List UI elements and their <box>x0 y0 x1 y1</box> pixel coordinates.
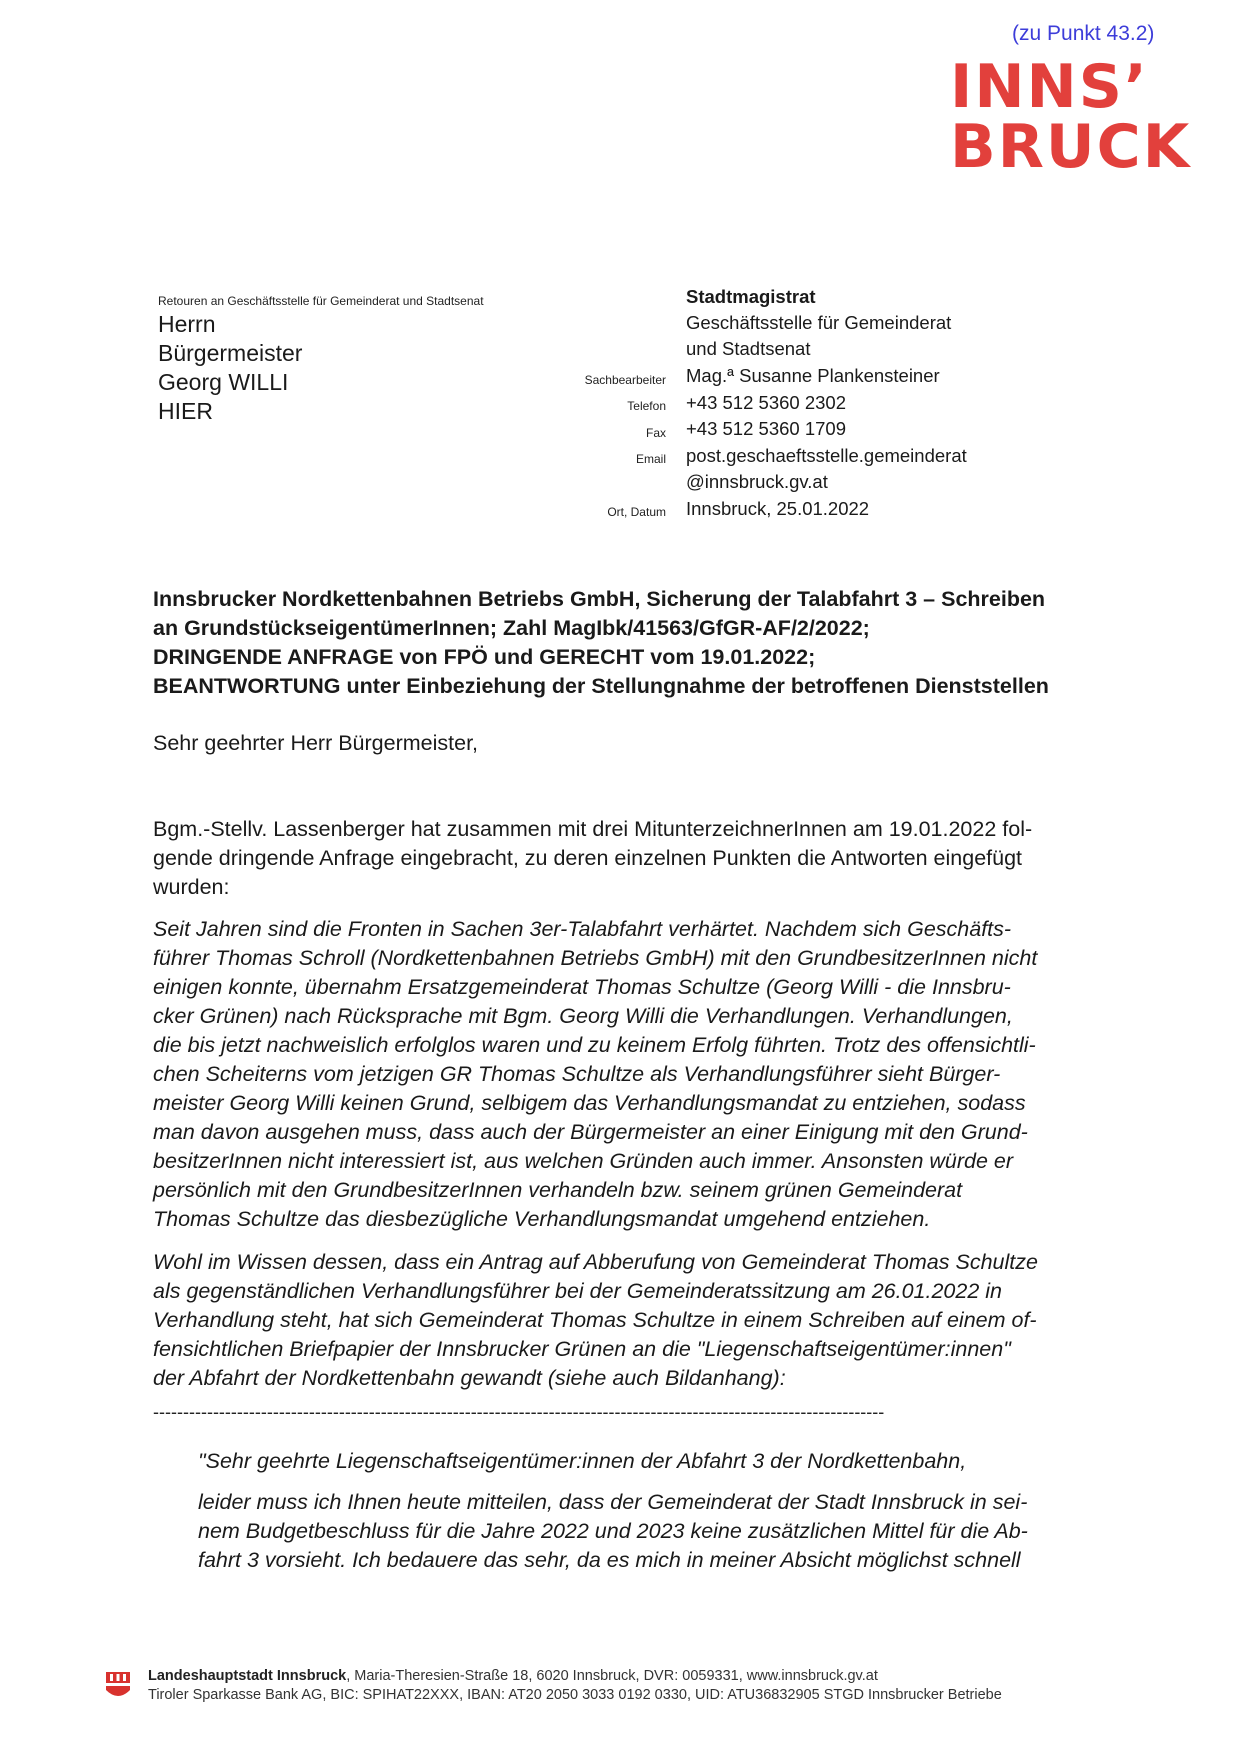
logo-line-1: INNS’ <box>950 52 1149 122</box>
footer-address-rest: , Maria-Theresien-Straße 18, 6020 Innsbruck, DVR: 0059331, www.innsbruck.gv.at <box>346 1668 878 1684</box>
return-address: Retouren an Geschäftsstelle für Gemeinderat und Stadtsenat <box>158 294 484 308</box>
text-line: besitzerInnen nicht interessiert ist, aus welchen Gründen auch immer. Ansonsten würde er <box>153 1149 1014 1173</box>
text-line: Thomas Schultze das diesbezügliche Verhandlungsmandat umgehend entziehen. <box>153 1207 931 1231</box>
email-value-line2: @innsbruck.gv.at <box>686 471 828 492</box>
text-line: meister Georg Willi keinen Grund, selbigem das Verhandlungsmandat zu entziehen, sodass <box>153 1091 1026 1115</box>
subject-line: an GrundstückseigentümerInnen; Zahl MagIbk/41563/GfGR-AF/2/2022; <box>153 616 870 640</box>
recipient-line: Georg WILLI <box>158 369 289 395</box>
text-line: cker Grünen) nach Rücksprache mit Bgm. Georg Willi die Verhandlungen. Verhandlungen, <box>153 1004 1013 1028</box>
text-line: nem Budgetbeschluss für die Jahre 2022 und 2023 keine zusätzlichen Mittel für die Ab- <box>198 1519 1028 1543</box>
text-line: persönlich mit den GrundbesitzerInnen verhandeln bzw. seinem grünen Gemeinderat <box>153 1178 963 1202</box>
email-value-line1: post.geschaeftsstelle.gemeinderat <box>686 445 967 466</box>
sender-dept-line1: Geschäftsstelle für Gemeinderat <box>686 312 952 333</box>
sachbearbeiter-label: Sachbearbeiter <box>584 373 666 387</box>
text-line: chen Scheiterns vom jetzigen GR Thomas Schultze als Verhandlungsführer sieht Bürger- <box>153 1062 1001 1086</box>
subject-line: BEANTWORTUNG unter Einbeziehung der Stellungnahme der betroffenen Dienststellen <box>153 674 1049 698</box>
footer-address <box>148 1668 878 1684</box>
subject-block <box>153 585 1113 701</box>
text-line: Bgm.-Stellv. Lassenberger hat zusammen mit drei MitunterzeichnerInnen am 19.01.2022 fol- <box>153 817 1033 841</box>
sender-office: Stadtmagistrat <box>686 286 816 307</box>
sender-dept-line2: und Stadtsenat <box>686 338 811 359</box>
fax-value: +43 512 5360 1709 <box>686 418 846 439</box>
text-line: man davon ausgehen muss, dass auch der Bürgermeister an einer Einigung mit den Grund- <box>153 1120 1028 1144</box>
sachbearbeiter-value: Mag.ª Susanne Plankensteiner <box>686 365 940 386</box>
ort-datum-label: Ort, Datum <box>607 505 666 519</box>
agenda-point-label: (zu Punkt 43.2) <box>1012 22 1155 45</box>
subject-line: DRINGENDE ANFRAGE von FPÖ und GERECHT vom 19.01.2022; <box>153 645 816 669</box>
quote-salutation: "Sehr geehrte Liegenschaftseigentümer:innen der Abfahrt 3 der Nordkettenbahn, <box>198 1449 967 1473</box>
text-line: leider muss ich Ihnen heute mitteilen, dass der Gemeinderat der Stadt Innsbruck in sei- <box>198 1490 1028 1514</box>
subject-line: Innsbrucker Nordkettenbahnen Betriebs GmbH, Sicherung der Talabfahrt 3 – Schreiben <box>153 587 1046 611</box>
text-line: der Abfahrt der Nordkettenbahn gewandt (siehe auch Bildanhang): <box>153 1366 786 1390</box>
telefon-value: +43 512 5360 2302 <box>686 392 846 413</box>
telefon-label: Telefon <box>627 399 666 413</box>
text-line: führer Thomas Schroll (Nordkettenbahnen Betriebs GmbH) mit den GrundbesitzerInnen nicht <box>153 946 1038 970</box>
text-line: als gegenständlichen Verhandlungsführer bei der Gemeinderatssitzung am 26.01.2022 in <box>153 1279 1003 1303</box>
intro-paragraph <box>153 815 1133 902</box>
dashed-separator: -------------------------------------------------------------------------------------------------------------------------- <box>153 1402 885 1422</box>
innsbruck-logo <box>950 52 1192 182</box>
text-line: Verhandlung steht, hat sich Gemeinderat Thomas Schultze in einem Schreiben auf einem of- <box>153 1308 1037 1332</box>
salutation: Sehr geehrter Herr Bürgermeister, <box>153 731 479 755</box>
text-line: die bis jetzt nachweislich erfolglos waren und zu keinem Erfolg führten. Trotz des offensichtli- <box>153 1033 1036 1057</box>
recipient-line: HIER <box>158 398 213 424</box>
quote-paragraph <box>198 1488 1138 1575</box>
text-line: Wohl im Wissen dessen, dass ein Antrag auf Abberufung von Gemeinderat Thomas Schultze <box>153 1250 1038 1274</box>
email-label: Email <box>635 452 666 466</box>
logo-line-2: BRUCK <box>950 112 1192 182</box>
text-line: Seit Jahren sind die Fronten in Sachen 3er-Talabfahrt verhärtet. Nachdem sich Geschäfts- <box>153 917 1012 941</box>
fax-label: Fax <box>645 426 666 440</box>
recipient-line: Herrn <box>158 311 216 337</box>
footer-city-name: Landeshauptstadt Innsbruck <box>148 1668 347 1684</box>
page-footer <box>104 1668 1114 1708</box>
text-line: gende dringende Anfrage eingebracht, zu deren einzelnen Punkten die Antworten eingefügt <box>153 846 1023 870</box>
text-line: fahrt 3 vorsieht. Ich bedauere das sehr, da es mich in meiner Absicht möglichst schnell <box>198 1548 1021 1572</box>
recipient-line: Bürgermeister <box>158 340 303 366</box>
footer-bank-details: Tiroler Sparkasse Bank AG, BIC: SPIHAT22XXX, IBAN: AT20 2050 3033 0192 0330, UID: ATU36832905 STGD Innsbrucker Betriebe <box>148 1687 1002 1703</box>
inquiry-paragraph-2 <box>153 1248 1133 1393</box>
ort-datum-value: Innsbruck, 25.01.2022 <box>686 498 870 519</box>
text-line: fensichtlichen Briefpapier der Innsbrucker Grünen an die "Liegenschaftseigentümer:innen" <box>153 1337 1011 1361</box>
recipient-address <box>158 310 302 426</box>
text-line: wurden: <box>153 875 230 899</box>
text-line: einigen konnte, übernahm Ersatzgemeinderat Thomas Schultze (Georg Willi - die Innsbru- <box>153 975 1011 999</box>
city-emblem-icon <box>104 1670 132 1702</box>
inquiry-paragraph-1 <box>153 915 1133 1234</box>
